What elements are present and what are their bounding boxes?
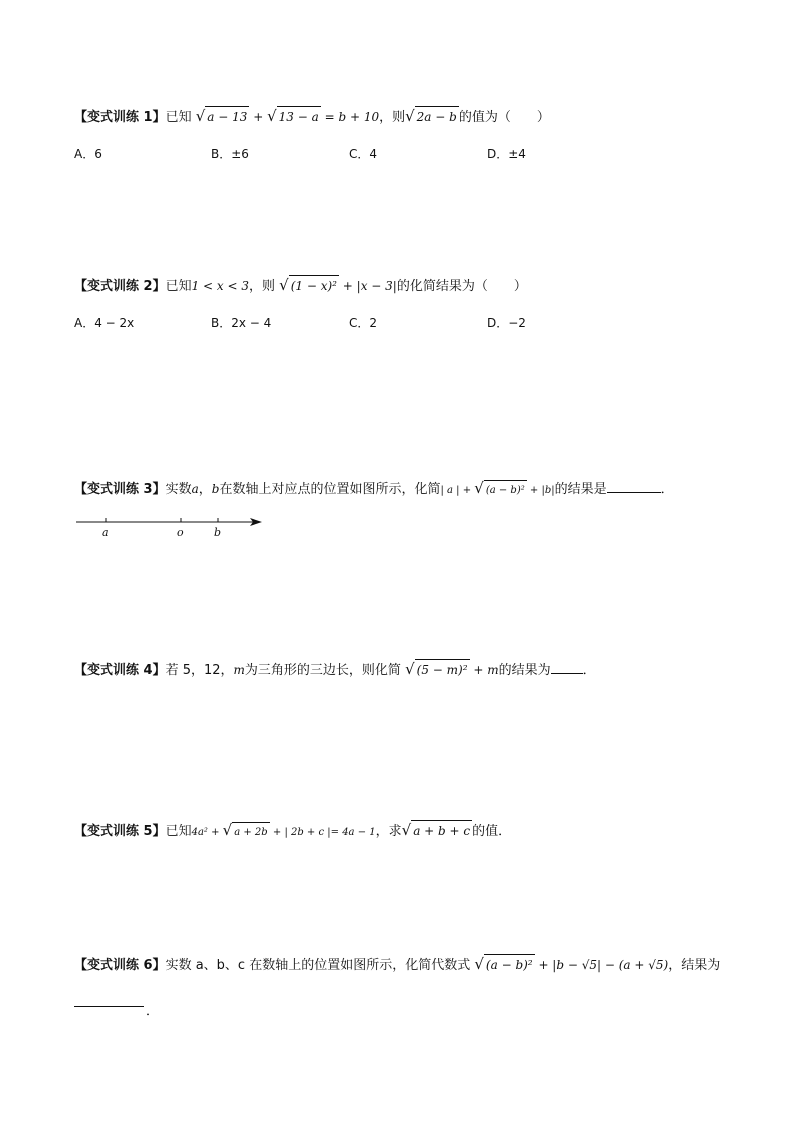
radicand: (5 − m)²	[415, 659, 470, 680]
radicand: 2a − b	[415, 106, 459, 127]
question-text: 的值为（ ）	[458, 110, 550, 125]
operator: +	[249, 110, 268, 124]
variable-a: a	[191, 482, 199, 496]
answer-blank[interactable]	[74, 1006, 144, 1007]
operator: + m	[469, 663, 499, 677]
answer-blank[interactable]	[551, 673, 583, 674]
radicand: (a − b)²	[484, 480, 527, 501]
option-c: C．2	[349, 316, 378, 330]
equation-rhs: = b + 10	[320, 110, 380, 124]
variable-b: b	[211, 482, 220, 496]
question-tag: 【变式训练 5】	[74, 824, 166, 839]
label-b: b	[214, 526, 222, 539]
option-a: A．4 − 2x	[74, 316, 135, 330]
question-text: 的结果是	[554, 482, 607, 497]
option-d: D．−2	[487, 316, 526, 330]
punctuation: ，	[198, 482, 212, 497]
option-c: C．4	[349, 147, 378, 161]
abs-expression: | a | +	[440, 485, 475, 496]
question-2	[74, 275, 527, 297]
sqrt-icon: √	[405, 107, 415, 125]
radicand: 13 − a	[277, 106, 321, 127]
sqrt-icon: √	[195, 107, 206, 125]
question-text: ，则	[249, 279, 276, 294]
sqrt-icon: √	[267, 107, 277, 125]
option-a: A．6	[74, 147, 102, 161]
radicand: (1 − x)²	[289, 275, 339, 296]
question-tag: 【变式训练 2】	[74, 279, 166, 294]
expression: 4a² +	[191, 827, 223, 838]
abs-expression: + |b|	[526, 485, 555, 496]
question-6	[74, 954, 720, 976]
question-text: 已知	[165, 824, 192, 839]
question-tag: 【变式训练 4】	[74, 663, 166, 678]
question-text: 已知	[165, 279, 192, 294]
question-text: 的化简结果为（ ）	[396, 279, 527, 294]
question-text: 已知	[165, 110, 192, 125]
question-text: 的结果为	[498, 663, 551, 678]
abs-expression: + |x − 3|	[338, 279, 397, 293]
sqrt-icon: √	[279, 276, 289, 294]
radicand: a − 13	[205, 106, 249, 127]
label-o: o	[177, 526, 184, 539]
question-text: 实数 a、b、c 在数轴上的位置如图所示，化简代数式	[165, 958, 471, 973]
question-text: ，则	[379, 110, 406, 125]
sqrt-icon: √	[405, 660, 415, 678]
question-3	[74, 478, 674, 501]
punctuation: ．	[582, 663, 596, 678]
question-1	[74, 106, 550, 128]
radicand: a + 2b	[232, 822, 269, 843]
number-line	[76, 512, 266, 546]
punctuation: ．	[660, 482, 674, 497]
sqrt-icon: √	[474, 955, 484, 973]
radicand: (a − b)²	[484, 954, 535, 975]
option-d: D．±4	[487, 147, 526, 161]
question-text: 若 5，12，	[165, 663, 234, 678]
question-text: 为三角形的三边长，则化简	[244, 663, 401, 678]
question-4	[74, 659, 596, 681]
question-tag: 【变式训练 6】	[74, 958, 166, 973]
expression: + | 2b + c |= 4a − 1	[269, 827, 376, 838]
question-text: ，结果为	[668, 958, 721, 973]
condition: 1 < x < 3	[191, 279, 249, 293]
radicand: a + b + c	[411, 820, 472, 841]
question-text: 在数轴上对应点的位置如图所示，化简	[219, 482, 441, 497]
question-tag: 【变式训练 3】	[74, 482, 166, 497]
end-punctuation: ．	[146, 1004, 160, 1019]
sqrt-icon: √	[401, 821, 412, 839]
label-a: a	[102, 526, 109, 539]
sqrt-icon: √	[222, 821, 233, 839]
abs-expression: + |b − √5| − (a + √5)	[534, 958, 669, 972]
option-b: B．2x − 4	[211, 316, 272, 330]
option-b: B．±6	[211, 147, 249, 161]
question-text: ，求	[375, 824, 402, 839]
answer-blank[interactable]	[607, 492, 661, 493]
sqrt-icon: √	[474, 479, 484, 497]
question-tag: 【变式训练 1】	[74, 110, 166, 125]
question-text: 实数	[165, 482, 192, 497]
variable-m: m	[233, 663, 245, 677]
question-5	[74, 820, 511, 843]
question-text: 的值．	[472, 824, 512, 839]
